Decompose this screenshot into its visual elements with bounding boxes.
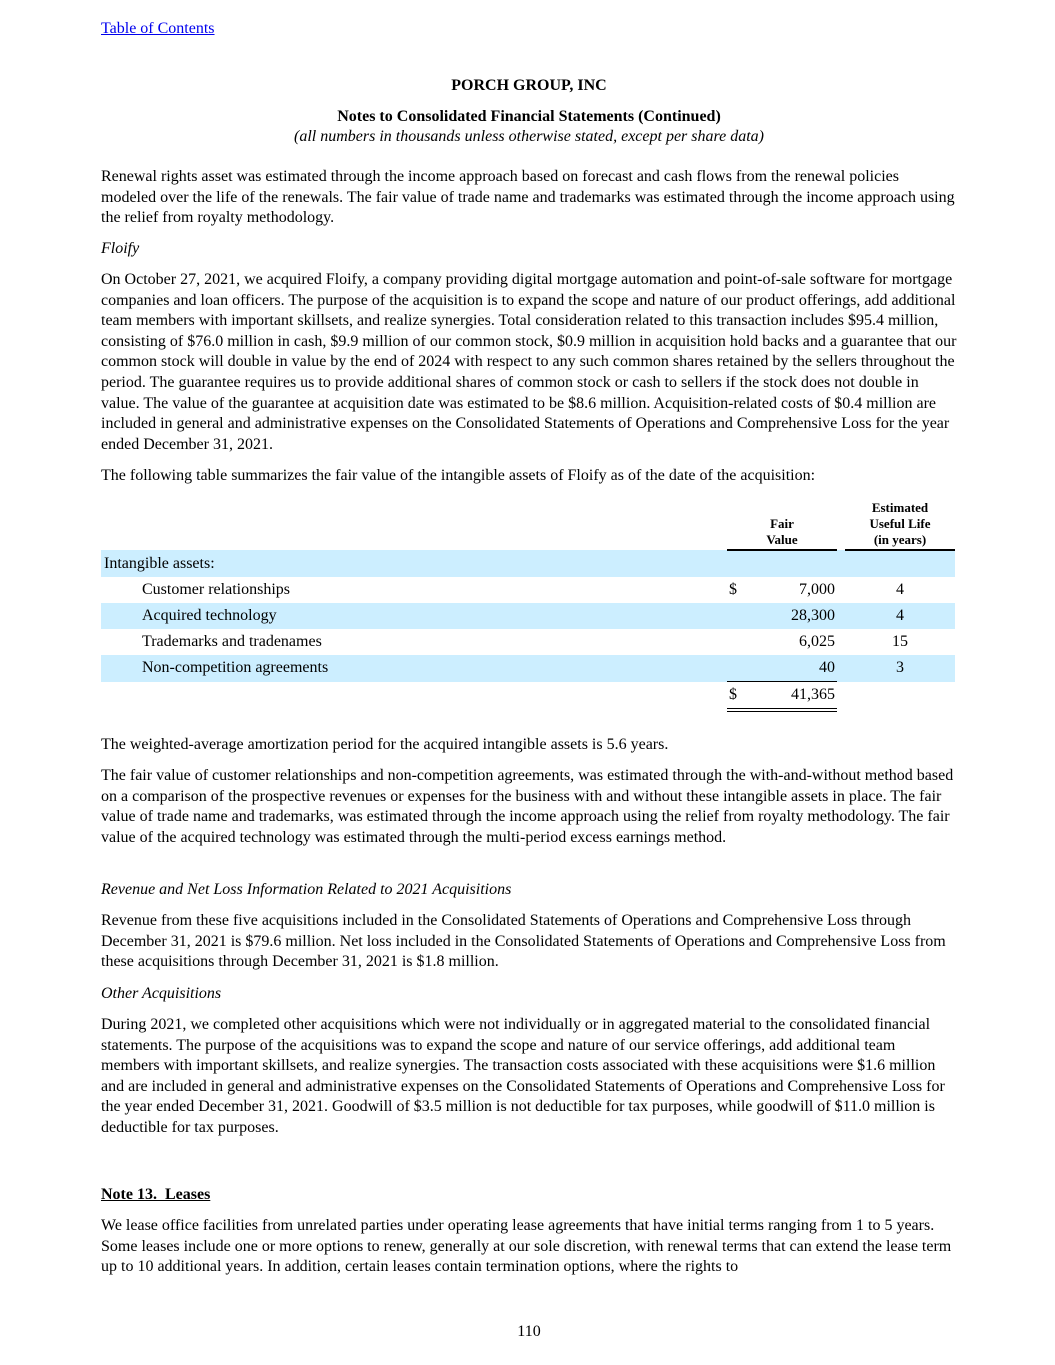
- row-life: 3: [845, 655, 955, 682]
- row-life: 15: [892, 633, 908, 650]
- paragraph-amortization: The weighted-average amortization period for the acquired intangible assets is 5.6 years.: [101, 736, 669, 753]
- paragraph-table-intro: The following table summarizes the fair value of the intangible assets of Floify as of the date of the acquisition:: [101, 467, 816, 484]
- paragraph-other-acquisitions: During 2021, we completed other acquisitions which were not individually or in aggregated material to the consolidated financial statements. The purpose of the acquisitions was to expand the scope and nature of our service offerings, add additional team members with important skillsets, and realize synergies. The transaction costs associated with these acquisitions were $1.6 million and are included in general and administrative expenses on the Consolidated Statements of Operations and Comprehensive Loss for the year ended December 31, 2021. Goodwill of $3.5 million is not deductible for tax purposes, while goodwill of $11.0 million is deductible for tax purposes.: [101, 1016, 945, 1136]
- units-note: (all numbers in thousands unless otherwise stated, except per share data): [293, 128, 765, 145]
- row-label: Trademarks and tradenames: [142, 633, 322, 650]
- paragraph-fair-value-method: The fair value of customer relationships and non-competition agreements, was estimated through the with-and-without method based on a comparison of the prospective revenues or expenses for the business with and without these intangible assets in place. The fair value of trade name and trademarks, was estimated through the income approach using the relief from royalty methodology. The fair value of the acquired technology was estimated through the multi-period excess earnings method.: [101, 767, 954, 846]
- col-estimated: Estimated: [871, 500, 929, 515]
- table-row: [101, 655, 955, 682]
- page-number: 110: [517, 1323, 541, 1340]
- col-in-years: (in years): [873, 532, 927, 547]
- page-subtitle: Notes to Consolidated Financial Statements (Continued): [337, 108, 721, 125]
- heading-note-13-leases: Note 13. Leases: [101, 1186, 211, 1203]
- paragraph-renewal-rights: Renewal rights asset was estimated through the income approach based on forecast and cash flows from the renewal policies modeled over the life of the renewals. The fair value of trade name and trademarks was estimated through the income approach using the relief from royalty methodology.: [101, 168, 955, 227]
- row-value: 28,300: [757, 603, 837, 629]
- paragraph-revenue: Revenue from these five acquisitions included in the Consolidated Statements of Operations and Comprehensive Loss through December 31, 2021 is $79.6 million. Net loss included in the Consolidated Statements of Operations and Comprehensive Loss from these acquisitions through December 31, 2021 is $1.8 million.: [101, 912, 946, 971]
- company-name: PORCH GROUP, INC: [451, 77, 607, 94]
- total-value: 41,365: [757, 682, 837, 711]
- row-value: 6,025: [799, 633, 835, 650]
- table-row: [101, 577, 955, 603]
- row-value: 7,000: [799, 581, 835, 598]
- intangible-assets-table: [101, 500, 955, 712]
- heading-revenue-net-loss: Revenue and Net Loss Information Related to 2021 Acquisitions: [101, 881, 512, 898]
- section-label: Intangible assets:: [101, 550, 727, 577]
- col-value: Value: [766, 532, 798, 547]
- row-value: 40: [757, 655, 837, 682]
- paragraph-leases: We lease office facilities from unrelated parties under operating lease agreements that have initial terms ranging from 1 to 5 years. Some leases include one or more options to renew, generally at our sole discretion, with renewal terms that can extend the lease term up to 10 additional years. In addition, certain leases contain termination options, where the rights to: [101, 1217, 952, 1276]
- table-of-contents-link[interactable]: Table of Contents: [101, 20, 215, 37]
- row-label: Acquired technology: [101, 603, 727, 629]
- table-total-row: [101, 682, 955, 711]
- table-row: [101, 603, 955, 629]
- col-useful-life: Useful Life: [869, 516, 931, 531]
- currency-symbol: $: [729, 581, 737, 598]
- table-header: [101, 500, 955, 550]
- currency-symbol: $: [727, 682, 757, 711]
- table-section-row: [101, 550, 955, 577]
- paragraph-floify-acquisition: On October 27, 2021, we acquired Floify, a company providing digital mortgage automation and point-of-sale software for mortgage companies and loan officers. The purpose of the acquisition is to expand the scope and nature of our product offerings, add additional team members with important skillsets, and realize synergies. Total consideration related to this transaction includes $95.4 million, consisting of $76.0 million in cash, $9.9 million of our common stock, $0.9 million in acquisition hold backs and a guarantee that our common stock will double in value by the end of 2024 with respect to any such common shares retained by the sellers throughout the period. The guarantee requires us to provide additional shares of common stock or cash to sellers if the stock does not double in value. The value of the guarantee at acquisition date was estimated to be $8.6 million. Acquisition-related costs of $0.4 million are included in general and administrative expenses on the Consolidated Statements of Operations and Comprehensive Loss for the year ended December 31, 2021.: [101, 271, 957, 453]
- col-fair: Fair: [770, 516, 794, 531]
- row-label: Non-competition agreements: [101, 655, 727, 682]
- heading-floify: Floify: [101, 240, 140, 257]
- row-life: 4: [845, 603, 955, 629]
- table-row: [101, 629, 955, 655]
- heading-other-acquisitions: Other Acquisitions: [101, 985, 222, 1002]
- row-label: Customer relationships: [142, 581, 290, 598]
- row-life: 4: [896, 581, 904, 598]
